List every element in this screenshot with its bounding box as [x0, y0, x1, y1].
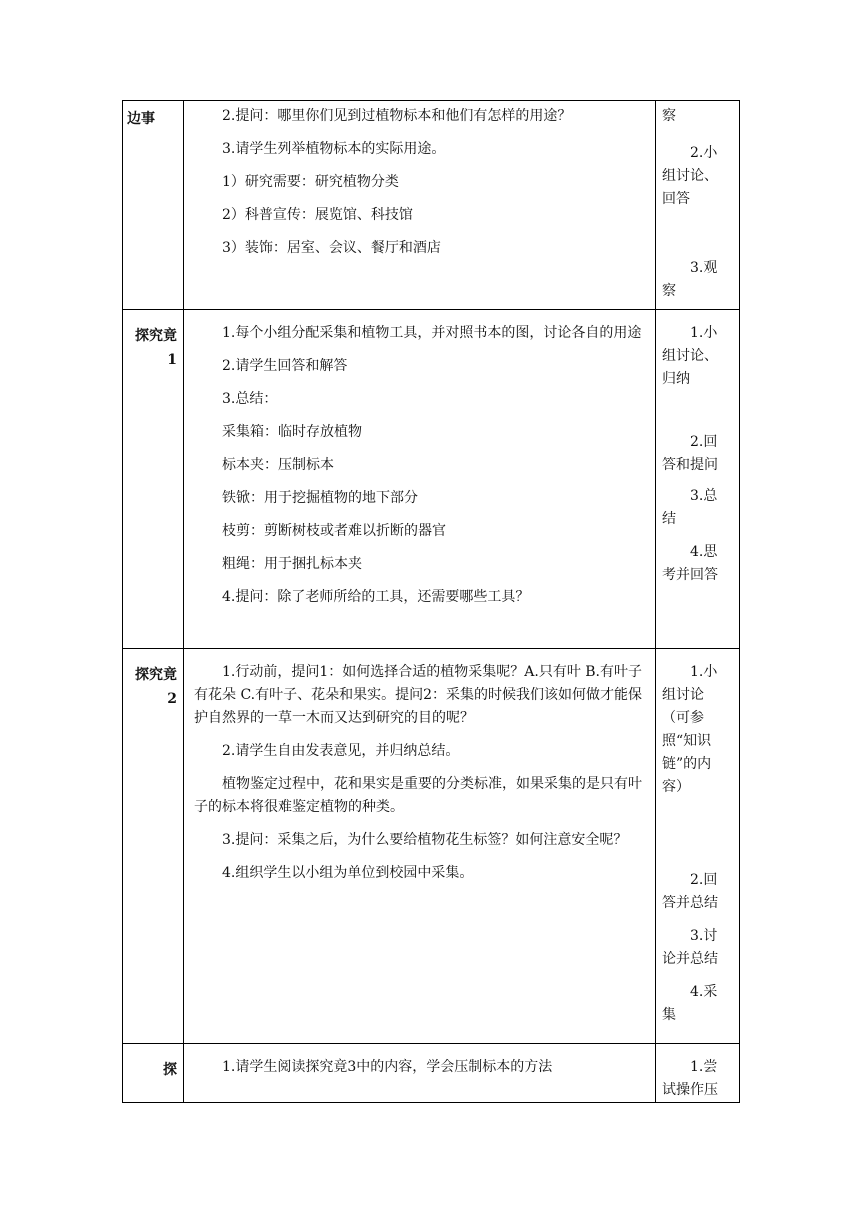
- teacher-activity-line: 1.请学生阅读探究竟3中的内容，学会压制标本的方法: [222, 1059, 553, 1075]
- student-activity-line: 2.小组讨论、回答: [662, 145, 718, 207]
- student-activity-line: 2.回答和提问: [662, 434, 718, 473]
- teacher-activity-line: 植物鉴定过程中，花和果实是重要的分类标准，如果采集的是只有叶子的标本将很难鉴定植物的种类。: [194, 776, 642, 815]
- stage-label: 探究竟1: [135, 328, 177, 368]
- teacher-activity-line: 3.总结：: [222, 391, 278, 407]
- teacher-activity-line: 铁锨：用于挖掘植物的地下部分: [222, 490, 418, 506]
- teacher-activity-line: 3.请学生列举植物标本的实际用途。: [222, 141, 446, 157]
- teacher-activity-cell: [184, 310, 656, 649]
- stage-cell: [123, 649, 184, 1044]
- student-activity-line: 3.观察: [662, 260, 718, 299]
- teacher-activity-cell: [184, 649, 656, 1044]
- stage-cell: [123, 1044, 184, 1103]
- teacher-activity-line: 采集箱：临时存放植物: [222, 424, 362, 440]
- table-row: [123, 101, 740, 310]
- teacher-activity-line: 4.组织学生以小组为单位到校园中采集。: [222, 865, 474, 881]
- teacher-activity-line: 标本夹：压制标本: [222, 457, 334, 473]
- stage-label: 探: [163, 1062, 177, 1078]
- stage-cell: [123, 310, 184, 649]
- stage-label: 边事: [127, 111, 155, 127]
- teacher-activity-cell: [184, 1044, 656, 1103]
- student-activity-cell: [656, 310, 740, 649]
- teacher-activity-line: 1.行动前，提问1：如何选择合适的植物采集呢？A.只有叶 B.有叶子有花朵 C.有叶子、花朵和果实。提问2：采集的时候我们该如何做才能保护自然界的一草一木而又达到研究的目的呢？: [194, 664, 643, 726]
- teacher-activity-line: 2）科普宣传：展览馆、科技馆: [222, 207, 413, 223]
- teacher-activity-line: 枝剪：剪断树枝或者难以折断的器官: [222, 523, 446, 539]
- teacher-activity-line: 粗绳：用于捆扎标本夹: [222, 556, 362, 572]
- student-activity-line: 2.回答并总结: [662, 872, 718, 911]
- teacher-activity-line: 3.提问：采集之后，为什么要给植物花生标签？如何注意安全呢？: [222, 832, 628, 848]
- teacher-activity-line: 1.每个小组分配采集和植物工具，并对照书本的图，讨论各自的用途: [222, 325, 642, 341]
- student-activity-line: 3.讨论并总结: [662, 928, 718, 967]
- lesson-table: [122, 100, 740, 1103]
- stage-cell: [123, 101, 184, 310]
- teacher-activity-line: 4.提问：除了老师所给的工具，还需要哪些工具？: [222, 589, 530, 605]
- student-activity-cell: [656, 649, 740, 1044]
- student-activity-line: 察: [662, 108, 676, 124]
- table-row: [123, 1044, 740, 1103]
- teacher-activity-line: 3）装饰：居室、会议、餐厅和酒店: [222, 240, 441, 256]
- student-activity-line: 4.思考并回答: [662, 544, 718, 583]
- teacher-activity-line: 2.提问：哪里你们见到过植物标本和他们有怎样的用途？: [222, 108, 572, 124]
- table-row: [123, 649, 740, 1044]
- student-activity-line: 1.尝试操作压: [662, 1059, 718, 1098]
- teacher-activity-line: 2.请学生回答和解答: [222, 358, 348, 374]
- teacher-activity-line: 1）研究需要：研究植物分类: [222, 174, 399, 190]
- student-activity-cell: [656, 101, 740, 310]
- table-row: [123, 310, 740, 649]
- stage-label: 探究竟2: [135, 667, 177, 707]
- student-activity-cell: [656, 1044, 740, 1103]
- student-activity-line: 4.采集: [662, 984, 718, 1023]
- student-activity-line: 1.小组讨论、归纳: [662, 325, 718, 387]
- teacher-activity-cell: [184, 101, 656, 310]
- teacher-activity-line: 2.请学生自由发表意见，并归纳总结。: [222, 743, 460, 759]
- student-activity-line: 3.总结: [662, 488, 718, 527]
- student-activity-line: 1.小组讨论（可参照“知识链”的内容）: [662, 664, 718, 795]
